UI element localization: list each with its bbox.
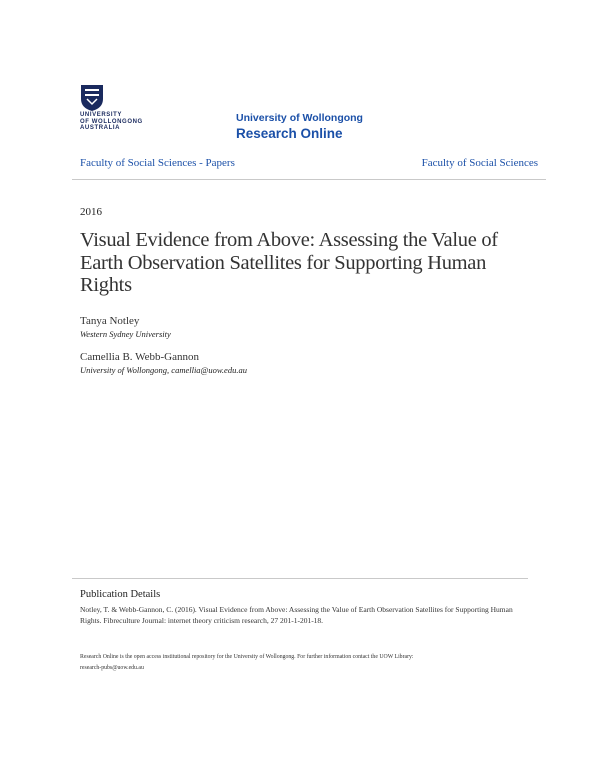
- paper-title: Visual Evidence from Above: Assessing the Value of Earth Observation Satellites for Supporting Human Rights: [80, 229, 498, 296]
- logo-text: [80, 112, 143, 132]
- repository-name[interactable]: Research Online: [236, 126, 343, 141]
- footer-text: Research Online is the open access institutional repository for the University of Wollongong. For further information contact the UOW Library:: [80, 654, 414, 660]
- author-affiliation: University of Wollongong, camellia@uow.edu.au: [80, 365, 247, 375]
- divider: [72, 179, 546, 180]
- publication-details-heading: Publication Details: [80, 589, 161, 600]
- repository-footer: [80, 652, 540, 673]
- publication-citation: Notley, T. & Webb-Gannon, C. (2016). Visual Evidence from Above: Assessing the Value of Earth Observation Satellites for Supporting Human Rights. Fibreculture Journal: internet theory criticism research, 27 201-1-201-18.: [80, 605, 513, 625]
- divider: [72, 578, 528, 579]
- logo-text-line: OF WOLLONGONG: [80, 118, 143, 125]
- author-name: Tanya Notley: [80, 315, 140, 327]
- author-name: Camellia B. Webb-Gannon: [80, 351, 199, 363]
- logo-text-line: UNIVERSITY: [80, 112, 123, 118]
- institution-name[interactable]: University of Wollongong: [236, 112, 363, 124]
- publication-year: 2016: [80, 206, 102, 218]
- author-affiliation: Western Sydney University: [80, 329, 171, 339]
- repository-brand[interactable]: [236, 112, 363, 142]
- faculty-link[interactable]: Faculty of Social Sciences: [421, 157, 538, 169]
- faculty-papers-link[interactable]: Faculty of Social Sciences - Papers: [80, 157, 235, 169]
- footer-email-link[interactable]: research-pubs@uow.edu.au: [80, 664, 144, 671]
- logo-text-line: AUSTRALIA: [80, 125, 121, 131]
